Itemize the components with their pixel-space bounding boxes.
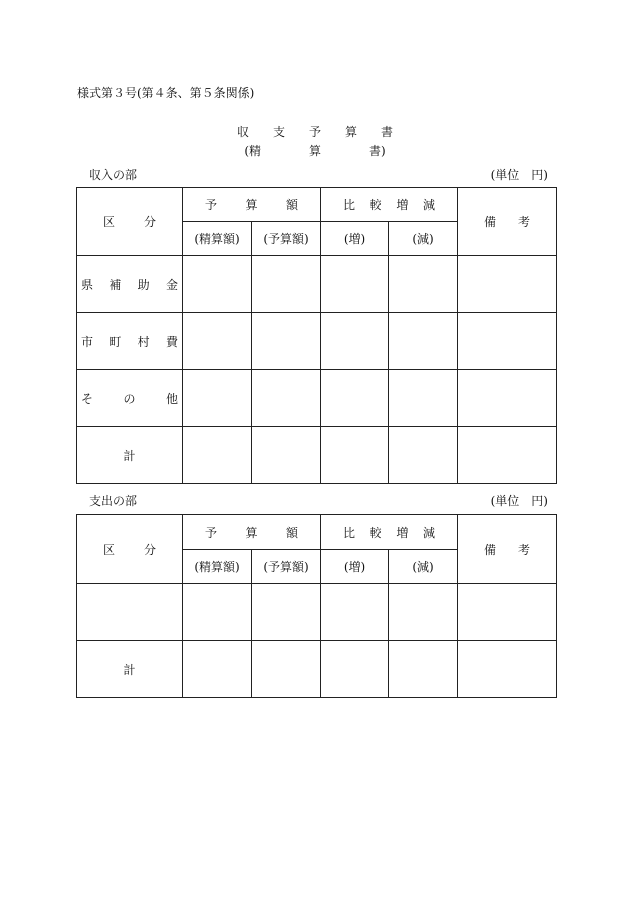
header-decrease: (減) bbox=[389, 222, 458, 256]
header-decrease: (減) bbox=[389, 550, 458, 584]
income-section-label: 収入の部 bbox=[89, 168, 138, 182]
input-cell[interactable] bbox=[389, 584, 458, 641]
input-cell[interactable] bbox=[389, 641, 458, 698]
input-cell[interactable] bbox=[183, 313, 252, 370]
header-budget: 予 算 額 bbox=[183, 188, 321, 222]
input-cell[interactable] bbox=[389, 256, 458, 313]
input-cell[interactable] bbox=[389, 370, 458, 427]
input-cell[interactable] bbox=[389, 313, 458, 370]
input-cell[interactable] bbox=[458, 584, 557, 641]
income-table bbox=[76, 187, 557, 484]
input-cell[interactable] bbox=[252, 584, 321, 641]
input-cell[interactable] bbox=[252, 641, 321, 698]
header-increase: (増) bbox=[321, 550, 389, 584]
input-cell[interactable] bbox=[321, 427, 389, 484]
row-label-total: 計 bbox=[77, 641, 183, 698]
input-cell[interactable] bbox=[183, 256, 252, 313]
expense-table bbox=[76, 514, 557, 698]
header-increase: (増) bbox=[321, 222, 389, 256]
header-remarks: 備 考 bbox=[458, 188, 557, 256]
row-label-municipal-expense: 市 町 村 費 bbox=[77, 313, 183, 370]
header-comparison: 比 較 増 減 bbox=[321, 515, 458, 550]
row-label-other: そ の 他 bbox=[77, 370, 183, 427]
input-cell[interactable] bbox=[389, 427, 458, 484]
input-cell[interactable] bbox=[458, 256, 557, 313]
table-row bbox=[77, 256, 557, 313]
table-row bbox=[77, 427, 557, 484]
table-row bbox=[77, 370, 557, 427]
header-remarks: 備 考 bbox=[458, 515, 557, 584]
table-row bbox=[77, 313, 557, 370]
header-budget-planned: (予算額) bbox=[252, 550, 321, 584]
document-title: 収 支 予 算 書 bbox=[236, 125, 393, 139]
input-cell[interactable] bbox=[183, 584, 252, 641]
income-unit-label: (単位 円) bbox=[490, 168, 548, 182]
input-cell[interactable] bbox=[183, 427, 252, 484]
input-cell[interactable] bbox=[321, 256, 389, 313]
input-cell[interactable] bbox=[321, 641, 389, 698]
expense-section-label: 支出の部 bbox=[89, 494, 138, 508]
input-cell[interactable] bbox=[252, 370, 321, 427]
input-cell[interactable] bbox=[183, 370, 252, 427]
input-cell[interactable] bbox=[321, 370, 389, 427]
header-category: 区 分 bbox=[77, 188, 183, 256]
table-row bbox=[77, 641, 557, 698]
input-cell[interactable] bbox=[252, 427, 321, 484]
table-row bbox=[77, 584, 557, 641]
header-budget: 予 算 額 bbox=[183, 515, 321, 550]
header-category: 区 分 bbox=[77, 515, 183, 584]
header-budget-planned: (予算額) bbox=[252, 222, 321, 256]
input-cell[interactable] bbox=[321, 313, 389, 370]
row-label-prefectural-subsidy: 県 補 助 金 bbox=[77, 256, 183, 313]
form-number: 様式第３号(第４条、第５条関係) bbox=[77, 86, 255, 100]
input-cell[interactable] bbox=[458, 641, 557, 698]
input-cell[interactable] bbox=[252, 256, 321, 313]
input-cell[interactable] bbox=[458, 313, 557, 370]
document-subtitle: (精 算 書) bbox=[244, 144, 386, 158]
row-label-blank[interactable] bbox=[77, 584, 183, 641]
header-budget-settled: (精算額) bbox=[183, 222, 252, 256]
input-cell[interactable] bbox=[183, 641, 252, 698]
expense-unit-label: (単位 円) bbox=[490, 494, 548, 508]
input-cell[interactable] bbox=[458, 427, 557, 484]
input-cell[interactable] bbox=[458, 370, 557, 427]
header-budget-settled: (精算額) bbox=[183, 550, 252, 584]
input-cell[interactable] bbox=[252, 313, 321, 370]
row-label-total: 計 bbox=[77, 427, 183, 484]
input-cell[interactable] bbox=[321, 584, 389, 641]
header-comparison: 比 較 増 減 bbox=[321, 188, 458, 222]
